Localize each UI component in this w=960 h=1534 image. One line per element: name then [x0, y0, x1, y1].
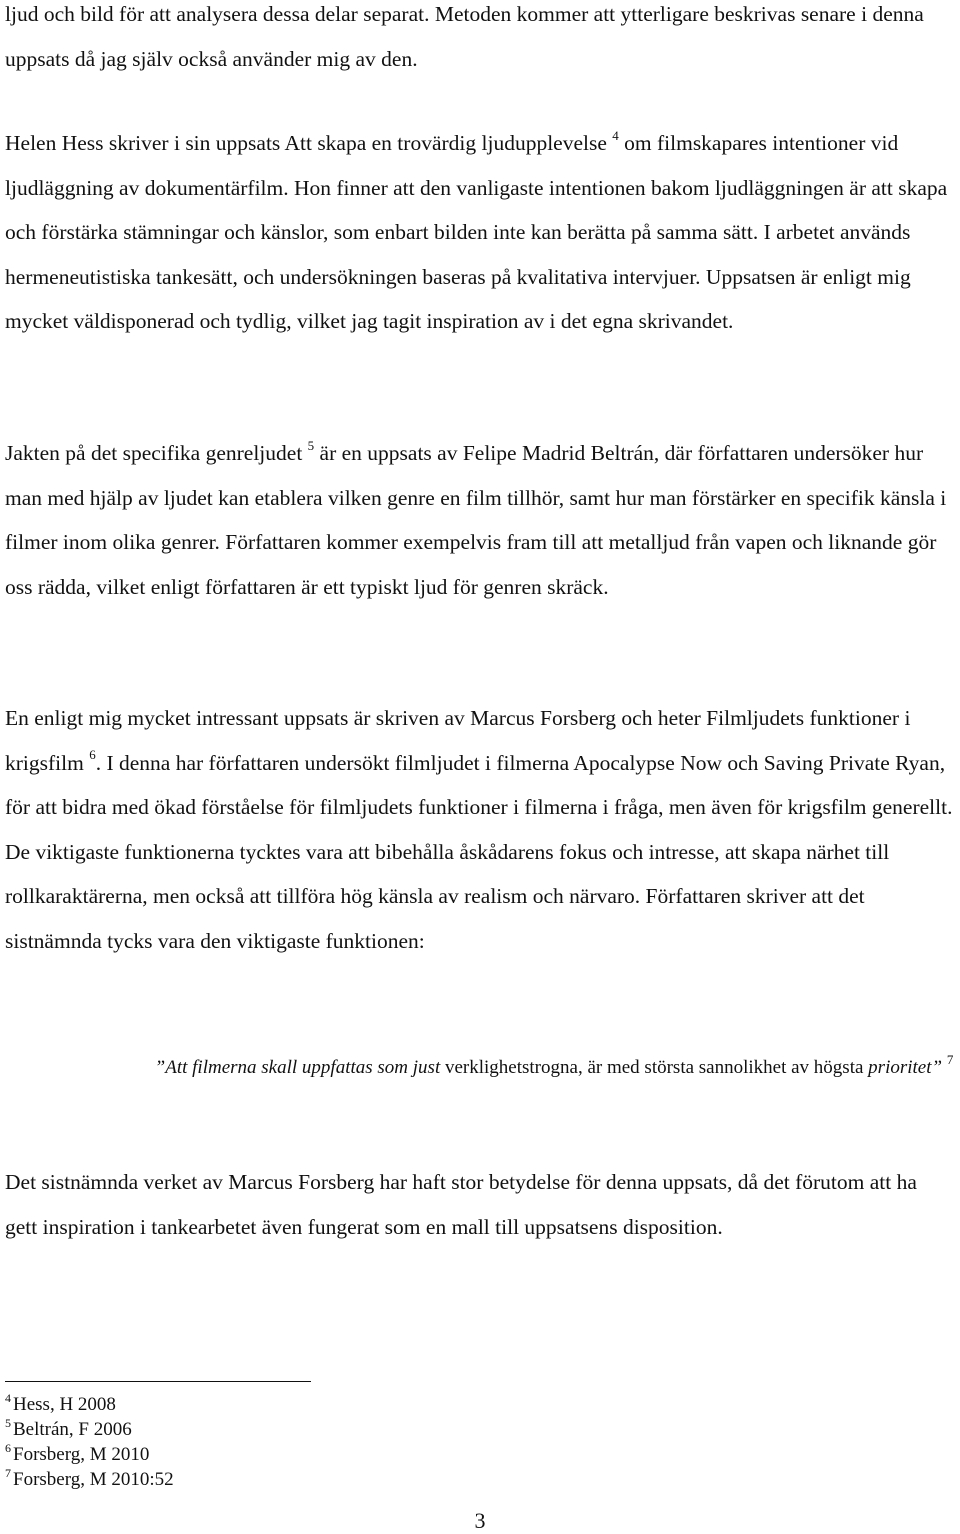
text-run: är en uppsats av Felipe Madrid Beltrán, där författaren undersöker hur man med hjälp av ljudet kan etablera vilken genre en film tillhör, samt hur man förstärker en specifik känsla i filmer inom olika genrer. Författaren kommer exempelvis fram till att metalljud från vapen och liknande gör oss rädda, vilket enligt författaren är ett typiskt ljud för genren skräck. — [5, 441, 947, 599]
footnote-reference: 4 — [612, 127, 619, 143]
paragraph-hess — [5, 121, 953, 344]
footnotes — [5, 1392, 174, 1492]
page-number: 3 — [474, 1508, 486, 1533]
footnote-number: 5 — [5, 1415, 11, 1430]
paragraph-method — [5, 0, 953, 81]
paragraph-beltran — [5, 431, 953, 609]
footnote-item — [5, 1392, 174, 1417]
footnote-reference: 6 — [89, 747, 96, 763]
footnote-number: 7 — [5, 1465, 11, 1480]
footnote-reference: 7 — [946, 1051, 954, 1067]
italic-text: prioritet” — [868, 1057, 947, 1078]
footnote-item — [5, 1417, 174, 1442]
footnote-text: Forsberg, M 2010:52 — [13, 1469, 174, 1490]
text-run: verklighetstrogna, är med största sannolikhet av högsta — [444, 1057, 869, 1078]
italic-text: ”Att filmerna skall uppfattas som just — [154, 1057, 445, 1078]
text-run: Jakten på det specifika genreljudet — [5, 441, 308, 465]
text-run: . I denna har författaren undersökt filmljudet i filmerna Apocalypse Now och Saving Private Ryan, för att bidra med ökad förståelse för filmljudets funktioner i filmerna i fråga, men även för krigsfilm generellt. De viktigaste funktionerna tycktes vara att bibehålla åskådarens fokus och intresse, att skapa närhet till rollkaraktärerna, men också att tillföra hög känsla av realism och närvaro. Författaren skriver att det sistnämnda tycks vara den viktigaste funktionen: — [5, 750, 953, 953]
text-run: Det sistnämnda verket av Marcus Forsberg har haft stor betydelse för denna uppsats, då det förutom att ha gett inspiration i tankearbetet även fungerat som en mall till uppsatsens disposition. — [5, 1170, 917, 1239]
footnote-text: Forsberg, M 2010 — [13, 1444, 150, 1465]
text-run: En enligt mig mycket intressant uppsats är skriven av Marcus Forsberg och heter Filmljudets funktioner i krigsfilm — [5, 706, 911, 775]
footnote-reference: 5 — [307, 437, 315, 453]
footnote-separator — [5, 1381, 311, 1382]
text-run: ljud och bild för att analysera dessa delar separat. Metoden kommer att ytterligare beskrivas senare i denna uppsats då jag själv också använder mig av den. — [5, 2, 924, 71]
footnote-item — [5, 1442, 174, 1467]
footnote-number: 4 — [5, 1390, 11, 1405]
paragraph-forsberg — [5, 696, 953, 963]
footnote-text: Beltrán, F 2006 — [13, 1419, 132, 1440]
footnote-item — [5, 1467, 174, 1492]
text-run: om filmskapares intentioner vid ljudläggning av dokumentärfilm. Hon finner att den vanligaste intentionen bakom ljudläggningen är att skapa och förstärka stämningar och känslor, som enbart bilden inte kan berätta på samma sätt. I arbetet används hermeneutistiska tankesätt, och undersökningen baseras på kvalitativa intervjuer. Uppsatsen är enligt mig mycket väldisponerad och tydlig, vilket jag tagit inspiration av i det egna skrivandet. — [5, 131, 948, 333]
footnote-number: 6 — [5, 1440, 11, 1455]
footnote-text: Hess, H 2008 — [13, 1394, 116, 1415]
block-quote — [150, 1049, 958, 1087]
paragraph-conclusion — [5, 1160, 953, 1249]
text-run: Helen Hess skriver i sin uppsats Att skapa en trovärdig ljudupplevelse — [5, 131, 613, 155]
